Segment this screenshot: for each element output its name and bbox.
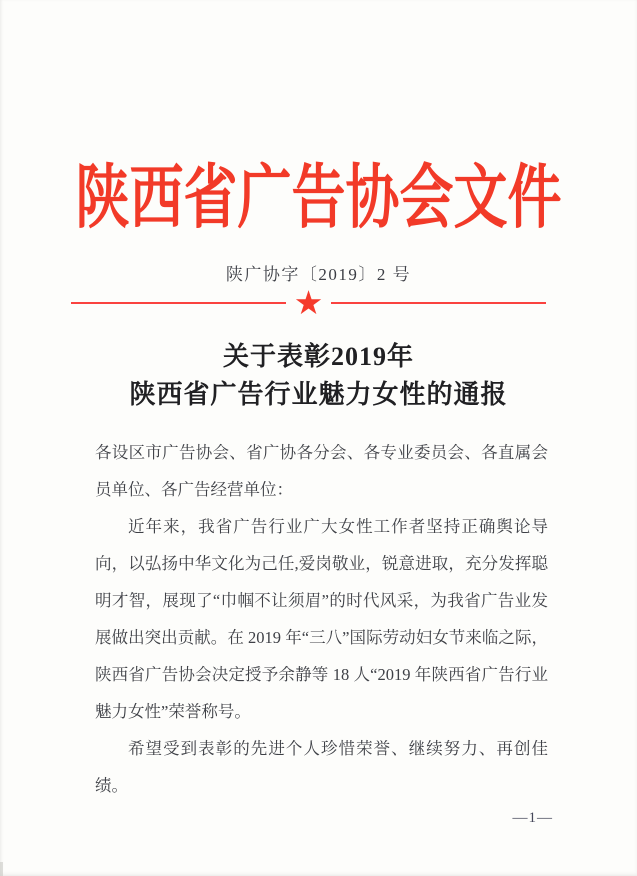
page-number: —1— (512, 810, 553, 826)
salutation-paragraph: 各设区市广告协会、省广协各分会、各专业委员会、各直属会员单位、各广告经营单位： (95, 443, 548, 499)
divider-line-right (331, 302, 546, 304)
divider-line-left (71, 302, 286, 304)
red-divider (71, 283, 546, 322)
body-paragraph-2: 希望受到表彰的先进个人珍惜荣誉、继续努力、再创佳绩。 (95, 739, 548, 795)
document-body (95, 434, 548, 804)
letterhead-title: 陕西省广告协会文件 (75, 159, 562, 237)
document-title-line1: 关于表彰2019年 (222, 342, 414, 371)
body-paragraph-1: 近年来，我省广告行业广大女性工作者坚持正确舆论导向，以弘扬中华文化为己任,爱岗敬业，锐意进取，充分发挥聪明才智，展现了“巾帼不让须眉”的时代风采，为我省广告业发展做出突出贡献。在 2019 年“三八”国际劳动妇女节来临之际，陕西省广告协会决定授予余静等 18 人“2019 年陕西省广告行业魅力女性”荣誉称号。 (95, 517, 548, 721)
document-title-line2: 陕西省广告行业魅力女性的通报 (129, 380, 508, 409)
scan-artifact (0, 862, 3, 876)
red-star-icon: ★ (293, 283, 324, 322)
document-title (0, 338, 637, 414)
document-number: 陕广协字〔2019〕2 号 (225, 265, 412, 284)
